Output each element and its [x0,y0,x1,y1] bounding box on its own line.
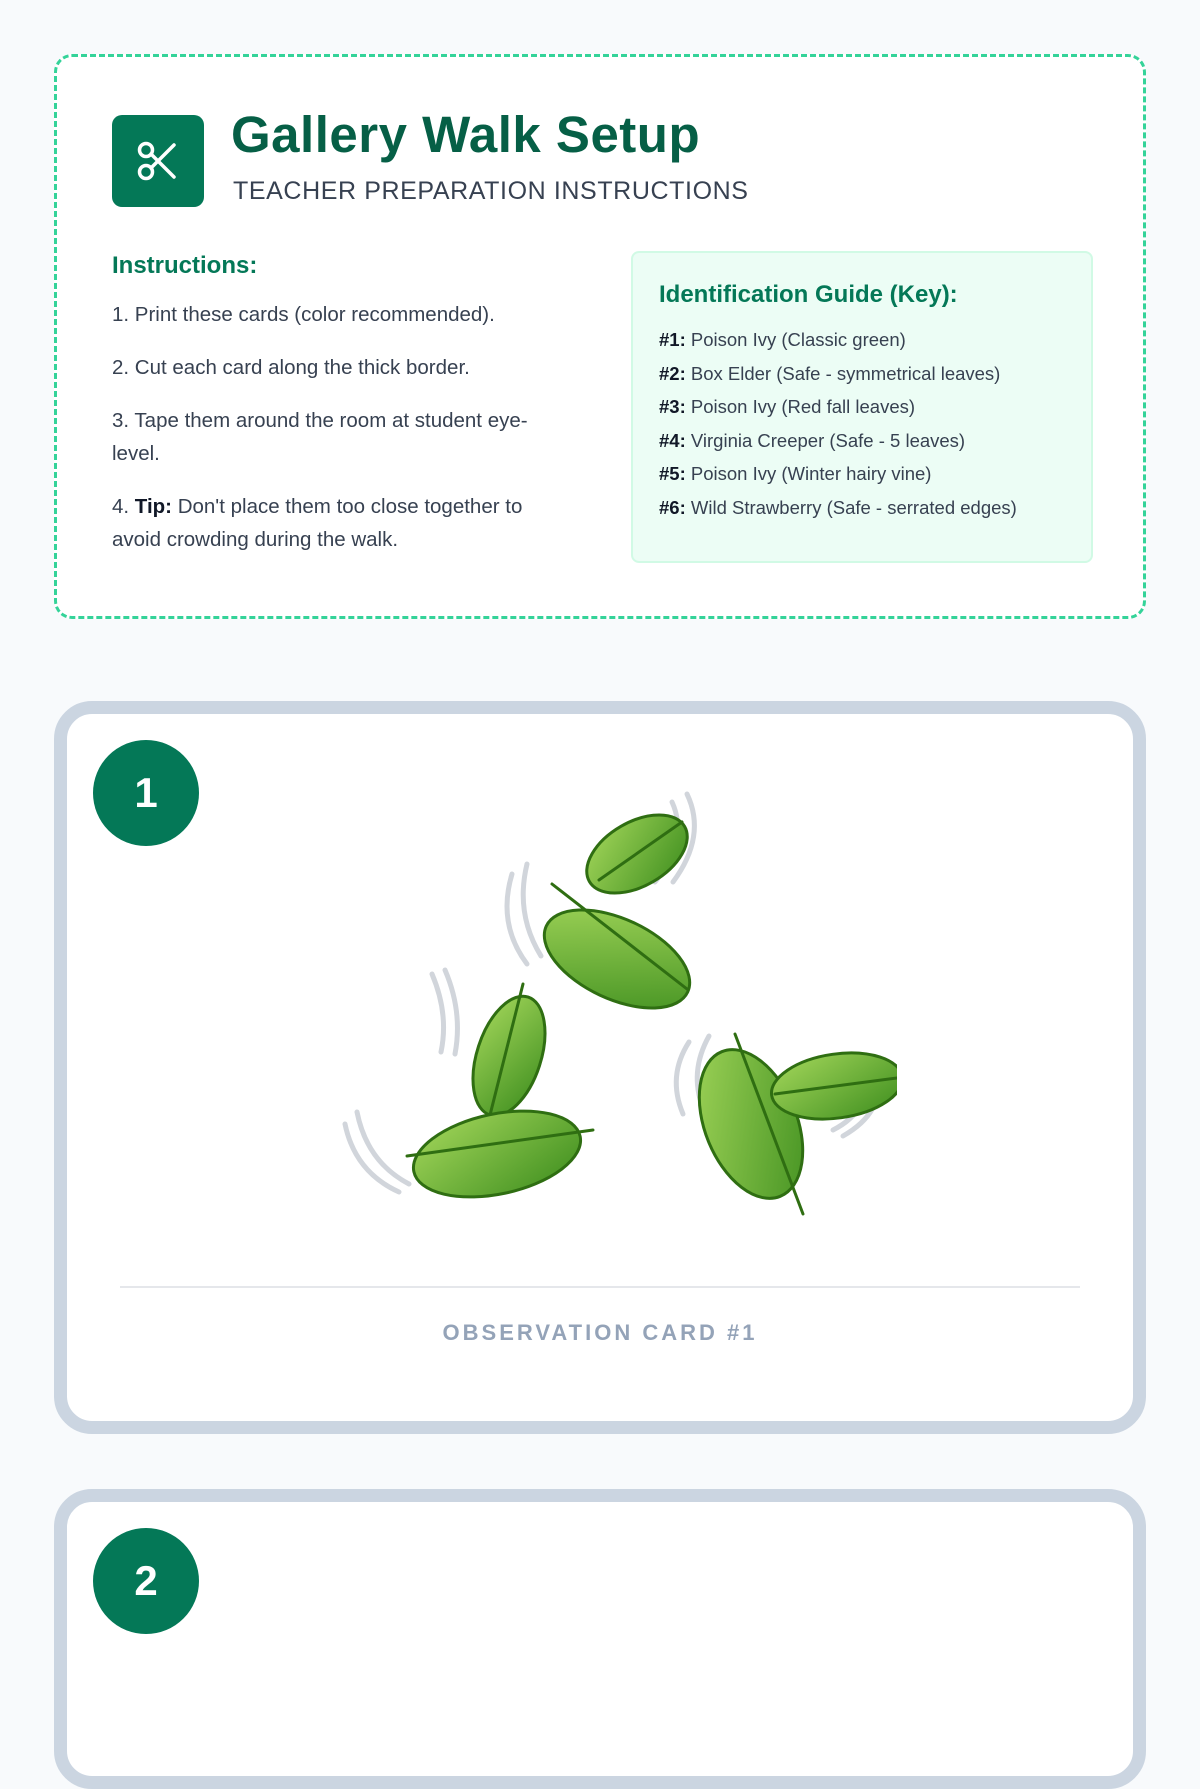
key-text: Box Elder (Safe - symmetrical leaves) [685,362,1001,384]
key-text: Wild Strawberry (Safe - serrated edges) [685,496,1017,518]
setup-panel [54,54,1146,619]
key-text: Poison Ivy (Classic green) [685,329,906,350]
tip-label: Tip: [134,495,172,518]
key-item [659,424,1065,458]
key-item [659,457,1065,491]
key-text: Virginia Creeper (Safe - 5 leaves) [685,429,966,451]
instruction-step-tip [112,490,572,556]
identification-key [631,251,1093,563]
scissors-icon [112,115,204,207]
key-number: #5: [659,463,686,484]
instruction-step: 2. Cut each card along the thick border. [112,356,470,379]
observation-card [54,1489,1146,1789]
key-item [659,323,1065,357]
instruction-step: 1. Print these cards (color recommended). [112,303,495,326]
key-number: #4: [659,429,686,451]
key-item [659,390,1065,424]
key-number: #2: [659,362,686,384]
key-text: Poison Ivy (Red fall leaves) [685,396,916,417]
key-text: Poison Ivy (Winter hairy vine) [685,463,932,484]
instructions-section [112,252,572,576]
key-number: #1: [659,329,686,350]
key-heading: Identification Guide (Key): [659,281,958,308]
leaves-illustration [337,774,897,1234]
key-item [659,491,1065,525]
observation-card [54,701,1146,1434]
card-number-badge: 1 [93,740,199,846]
instruction-step: 3. Tape them around the room at student eye-level. [112,409,528,465]
page-title: Gallery Walk Setup [231,106,701,163]
tip-text: Don't place them too close together to avoid crowding during the walk. [112,495,523,551]
key-item [659,357,1065,391]
card-number-badge: 2 [93,1528,199,1634]
step-prefix: 4. [112,495,135,518]
page-subtitle: TEACHER PREPARATION INSTRUCTIONS [233,177,749,205]
key-number: #3: [659,396,686,417]
instructions-heading: Instructions: [112,252,258,279]
card-label: OBSERVATION CARD #1 [442,1320,758,1345]
key-number: #6: [659,496,686,518]
card-divider [120,1286,1080,1288]
